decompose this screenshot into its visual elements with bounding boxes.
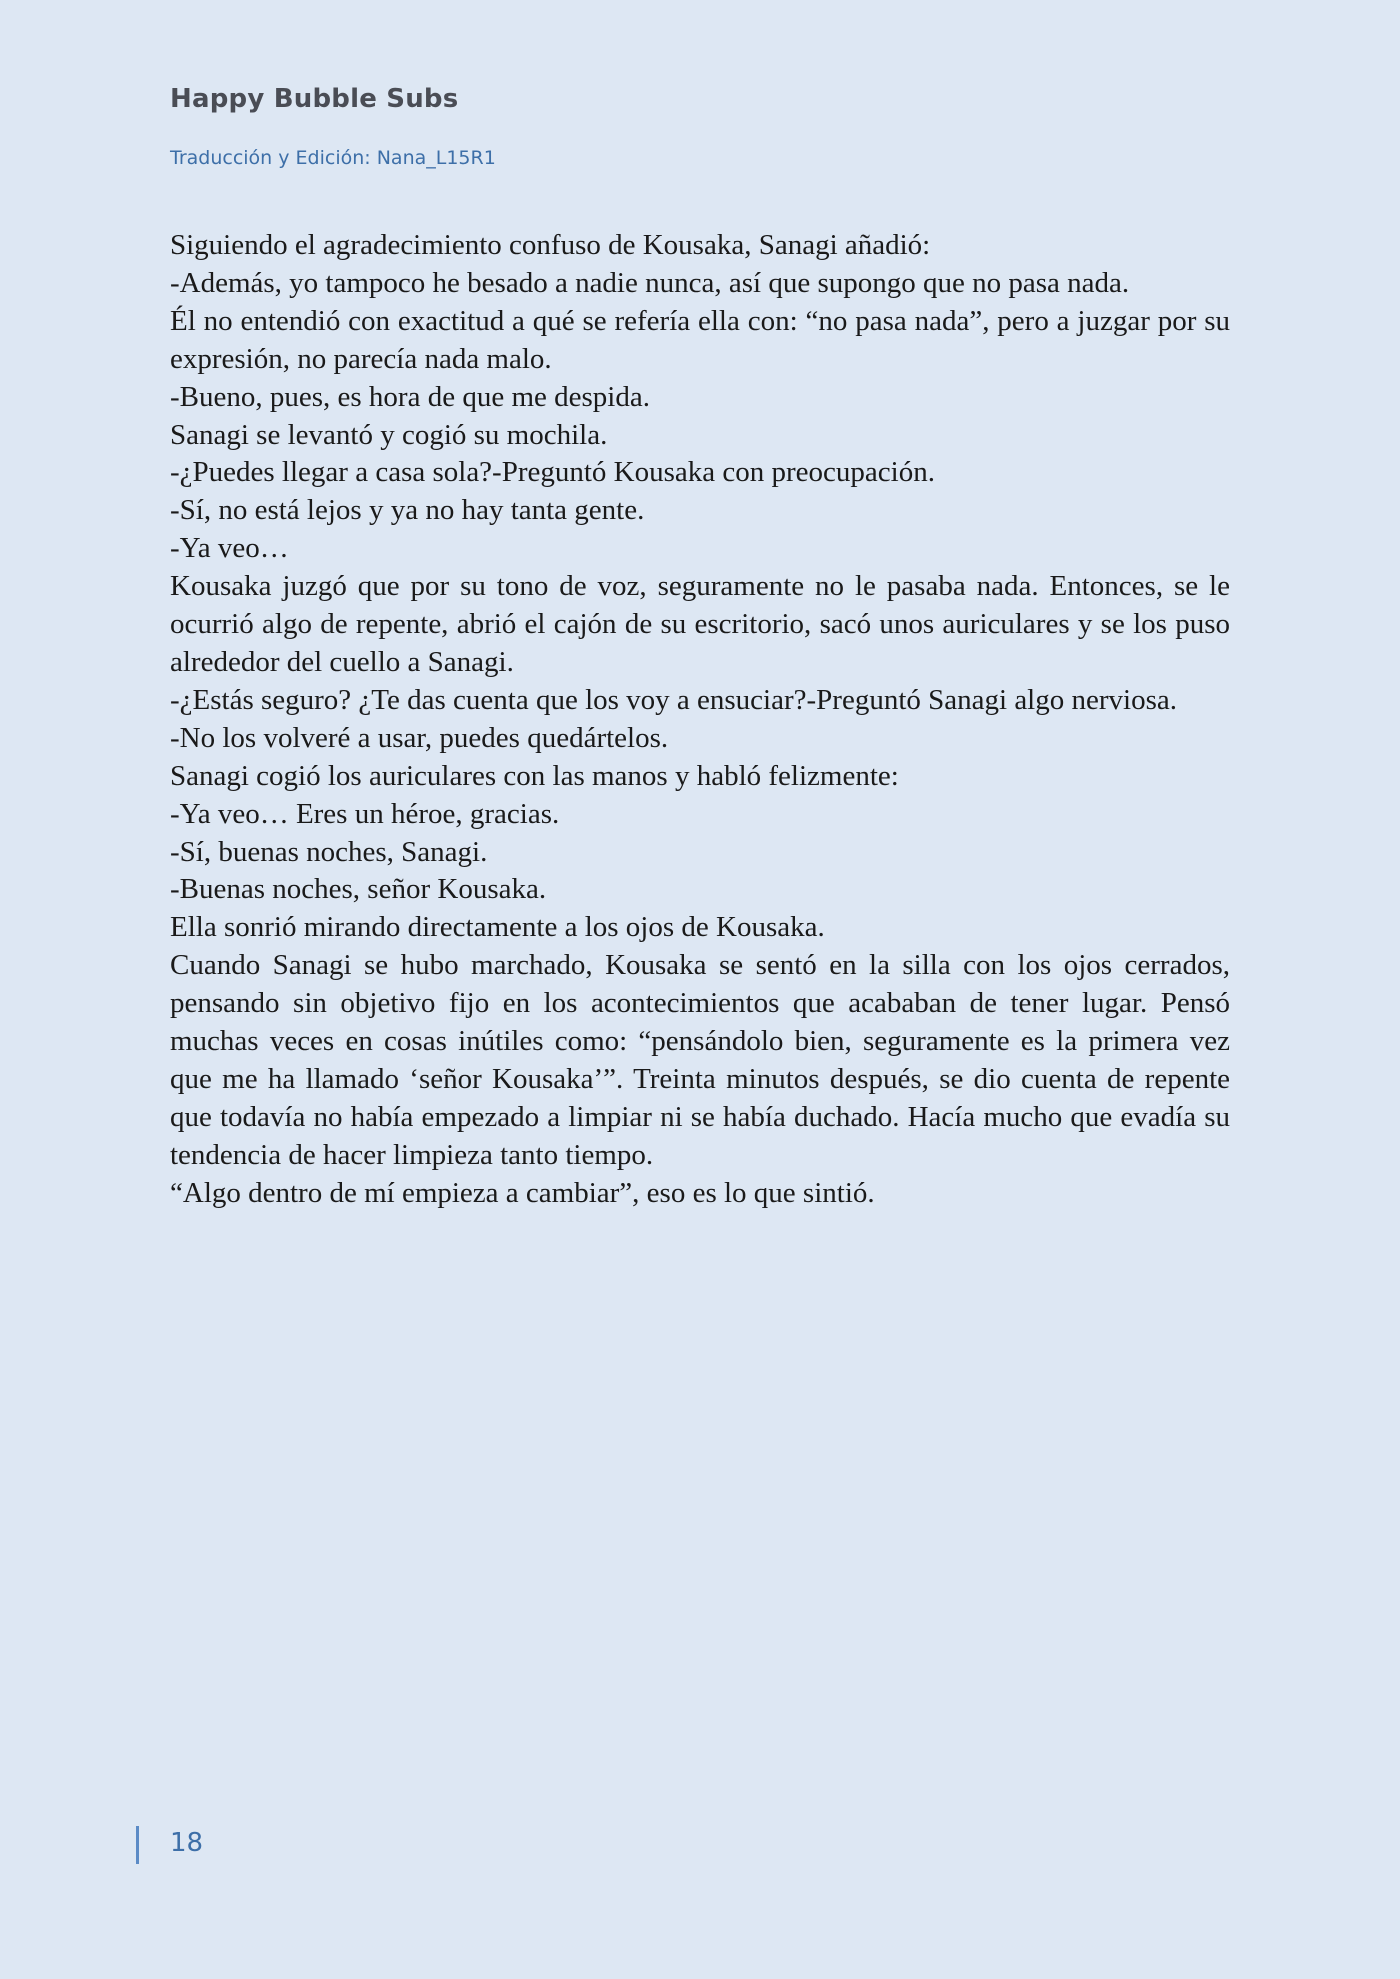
header-title: Happy Bubble Subs bbox=[170, 84, 459, 114]
paragraph: Sanagi se levantó y cogió su mochila. bbox=[170, 418, 608, 451]
paragraph: Kousaka juzgó que por su tono de voz, seguramente no le pasaba nada. Entonces, se le ocurrió algo de repente, abrió el cajón de su escritorio, sacó unos auriculares y se los puso alrededor del cuello a Sanagi. bbox=[170, 570, 1230, 678]
body-text bbox=[170, 227, 1230, 1213]
paragraph: Sanagi cogió los auriculares con las manos y habló felizmente: bbox=[170, 759, 899, 792]
paragraph: -Ya veo… Eres un héroe, gracias. bbox=[170, 797, 560, 830]
paragraph: -Bueno, pues, es hora de que me despida. bbox=[170, 380, 650, 413]
paragraph: -Ya veo… bbox=[170, 532, 289, 565]
paragraph: Cuando Sanagi se hubo marchado, Kousaka se sentó en la silla con los ojos cerrados, pensando sin objetivo fijo en los acontecimientos que acababan de tener lugar. Pensó muchas veces en cosas inútiles como: “pensándolo bien, seguramente es la primera vez que me ha llamado ‘señor Kousaka’”. Treinta minutos después, se dio cuenta de repente que todavía no había empezado a limpiar ni se había duchado. Hacía mucho que evadía su tendencia de hacer limpieza tanto tiempo. bbox=[170, 949, 1230, 1171]
paragraph: Él no entendió con exactitud a qué se refería ella con: “no pasa nada”, pero a juzgar por su expresión, no parecía nada malo. bbox=[170, 304, 1230, 375]
paragraph: -¿Puedes llegar a casa sola?-Preguntó Kousaka con preocupación. bbox=[170, 456, 935, 489]
paragraph: Siguiendo el agradecimiento confuso de Kousaka, Sanagi añadió: bbox=[170, 229, 931, 261]
paragraph: -Buenas noches, señor Kousaka. bbox=[170, 873, 547, 906]
paragraph: -Sí, no está lejos y ya no hay tanta gente. bbox=[170, 494, 645, 527]
paragraph: -No los volveré a usar, puedes quedártelos. bbox=[170, 721, 669, 754]
header-subtitle: Traducción y Edición: Nana_L15R1 bbox=[170, 147, 496, 169]
paragraph: Ella sonrió mirando directamente a los ojos de Kousaka. bbox=[170, 911, 825, 944]
paragraph: -¿Estás seguro? ¿Te das cuenta que los voy a ensuciar?-Preguntó Sanagi algo nerviosa. bbox=[170, 683, 1177, 716]
paragraph: -Además, yo tampoco he besado a nadie nunca, así que supongo que no pasa nada. bbox=[170, 266, 1130, 299]
footer-accent-bar bbox=[136, 1826, 139, 1864]
page-number: 18 bbox=[170, 1828, 204, 1858]
paragraph: “Algo dentro de mí empieza a cambiar”, eso es lo que sintió. bbox=[170, 1176, 875, 1209]
paragraph: -Sí, buenas noches, Sanagi. bbox=[170, 835, 488, 868]
